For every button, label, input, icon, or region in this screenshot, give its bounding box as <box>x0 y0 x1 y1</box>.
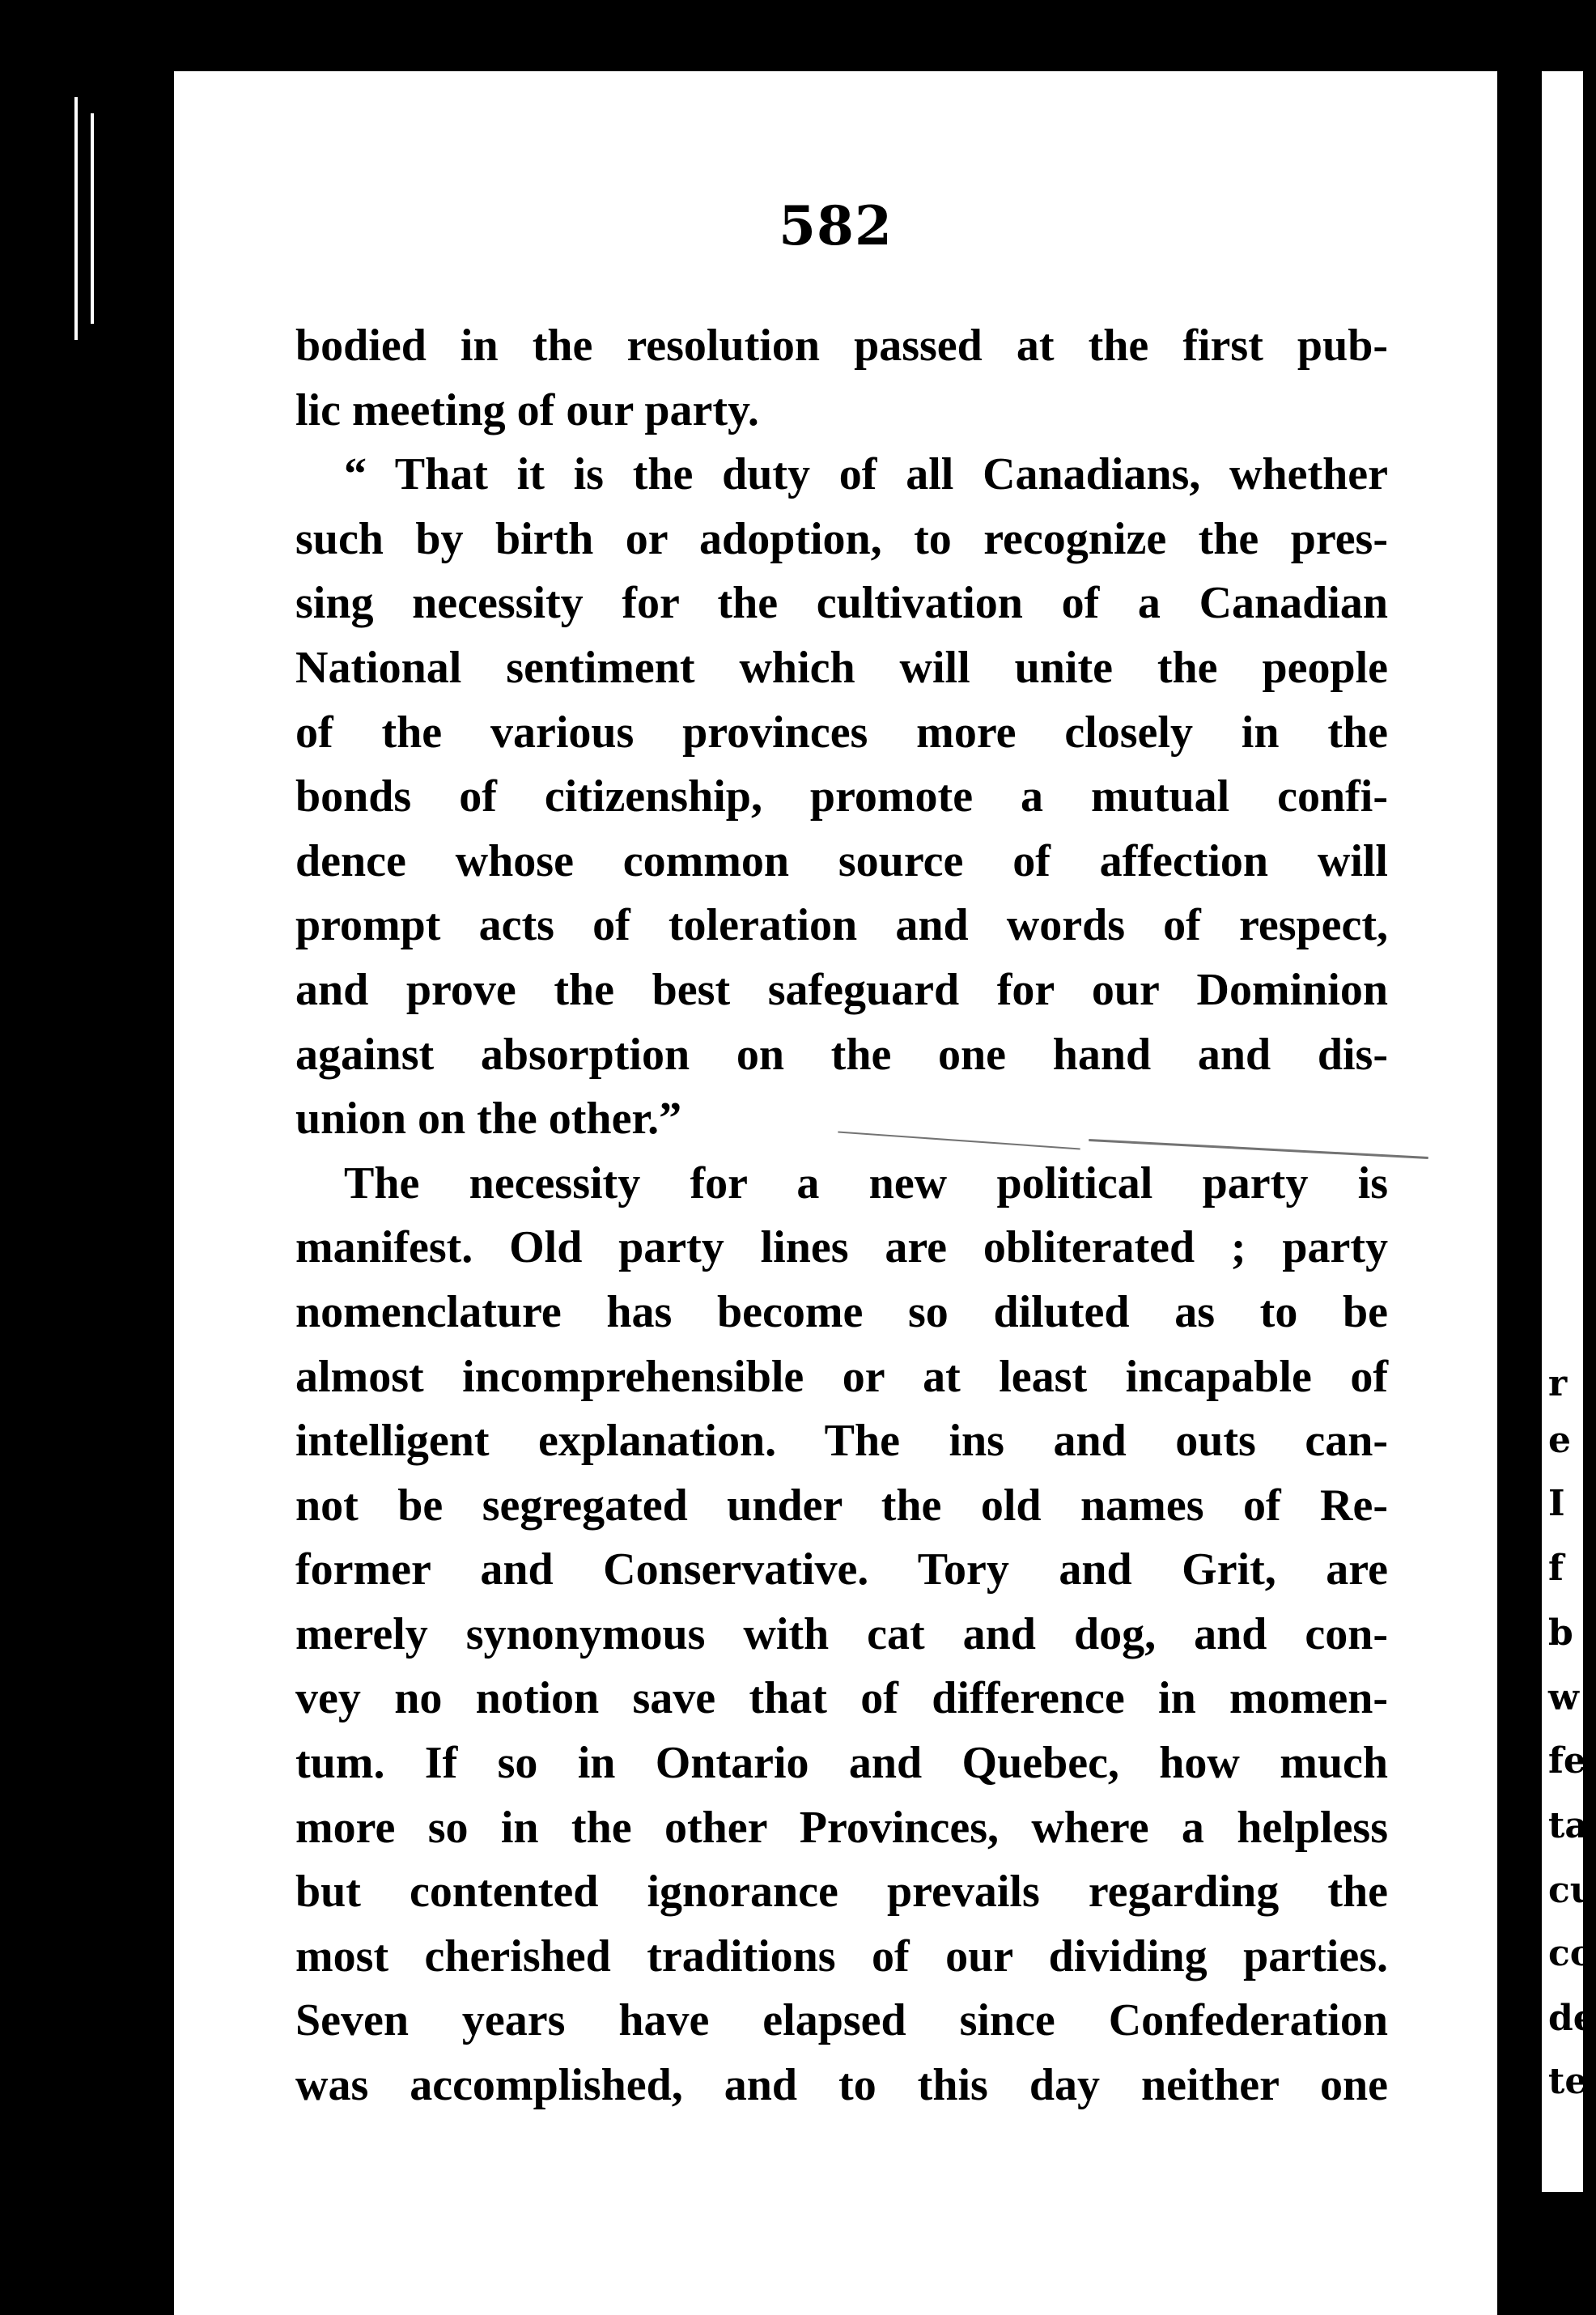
text-line: intelligent explanation. The ins and outs can- <box>295 1416 1388 1467</box>
adjacent-page-fragment: r <box>1548 1363 1568 1404</box>
text-line: “ That it is the duty of all Canadians, whether <box>344 449 1388 500</box>
text-line: prompt acts of toleration and words of respect, <box>295 900 1388 951</box>
text-line: vey no notion save that of difference in momen- <box>295 1673 1388 1724</box>
text-line: almost incomprehensible or at least incapable of <box>295 1351 1388 1402</box>
page-edge-line <box>74 97 78 340</box>
adjacent-page-fragment: e <box>1548 1420 1571 1461</box>
book-page <box>174 71 1497 2315</box>
text-line: sing necessity for the cultivation of a Canadian <box>295 578 1388 629</box>
adjacent-page-fragment: te <box>1548 2061 1588 2102</box>
text-line: tum. If so in Ontario and Quebec, how much <box>295 1738 1388 1789</box>
text-line: but contented ignorance prevails regarding the <box>295 1867 1388 1918</box>
text-line: union on the other.” <box>295 1094 682 1145</box>
page-number: 582 <box>779 194 893 257</box>
page-edge-line <box>91 113 94 324</box>
text-line: merely synonymous with cat and dog, and con- <box>295 1608 1388 1659</box>
text-line: The necessity for a new political party is <box>344 1158 1388 1208</box>
adjacent-page-fragment: fe <box>1548 1740 1586 1782</box>
adjacent-page-fragment: cu <box>1548 1870 1596 1911</box>
text-line: of the various provinces more closely in the <box>295 707 1388 758</box>
adjacent-page-fragment: ta <box>1548 1805 1588 1846</box>
text-line: was accomplished, and to this day neither one <box>295 2060 1388 2111</box>
page-body <box>295 314 1388 2118</box>
adjacent-page-fragment: b <box>1548 1612 1573 1654</box>
text-line: more so in the other Provinces, where a helpless <box>295 1802 1388 1853</box>
text-line: most cherished traditions of our dividing parties. <box>295 1931 1388 1982</box>
text-line: nomenclature has become so diluted as to be <box>295 1286 1388 1337</box>
text-line: former and Conservative. Tory and Grit, are <box>295 1544 1388 1595</box>
adjacent-page-fragment: f <box>1548 1548 1564 1589</box>
text-line: not be segregated under the old names of Re- <box>295 1480 1388 1531</box>
text-line: dence whose common source of affection will <box>295 835 1388 886</box>
adjacent-page-edge <box>1542 71 1596 2192</box>
adjacent-page-fragment: w <box>1548 1677 1579 1718</box>
text-line: National sentiment which will unite the people <box>295 642 1388 693</box>
text-line: bodied in the resolution passed at the first pub- <box>295 321 1388 371</box>
adjacent-page-fragment: de <box>1548 1998 1596 2039</box>
text-line: Seven years have elapsed since Confederation <box>295 1995 1388 2046</box>
text-line: against absorption on the one hand and dis- <box>295 1029 1388 1080</box>
text-line: bonds of citizenship, promote a mutual confi- <box>295 771 1388 822</box>
text-line: lic meeting of our party. <box>295 384 759 435</box>
text-line: and prove the best safeguard for our Dominion <box>295 964 1388 1015</box>
adjacent-page-fragment: co <box>1548 1933 1594 1974</box>
text-line: manifest. Old party lines are obliterated ; party <box>295 1222 1388 1273</box>
adjacent-page-fragment: I <box>1548 1483 1565 1524</box>
text-line: such by birth or adoption, to recognize the pres- <box>295 513 1388 564</box>
